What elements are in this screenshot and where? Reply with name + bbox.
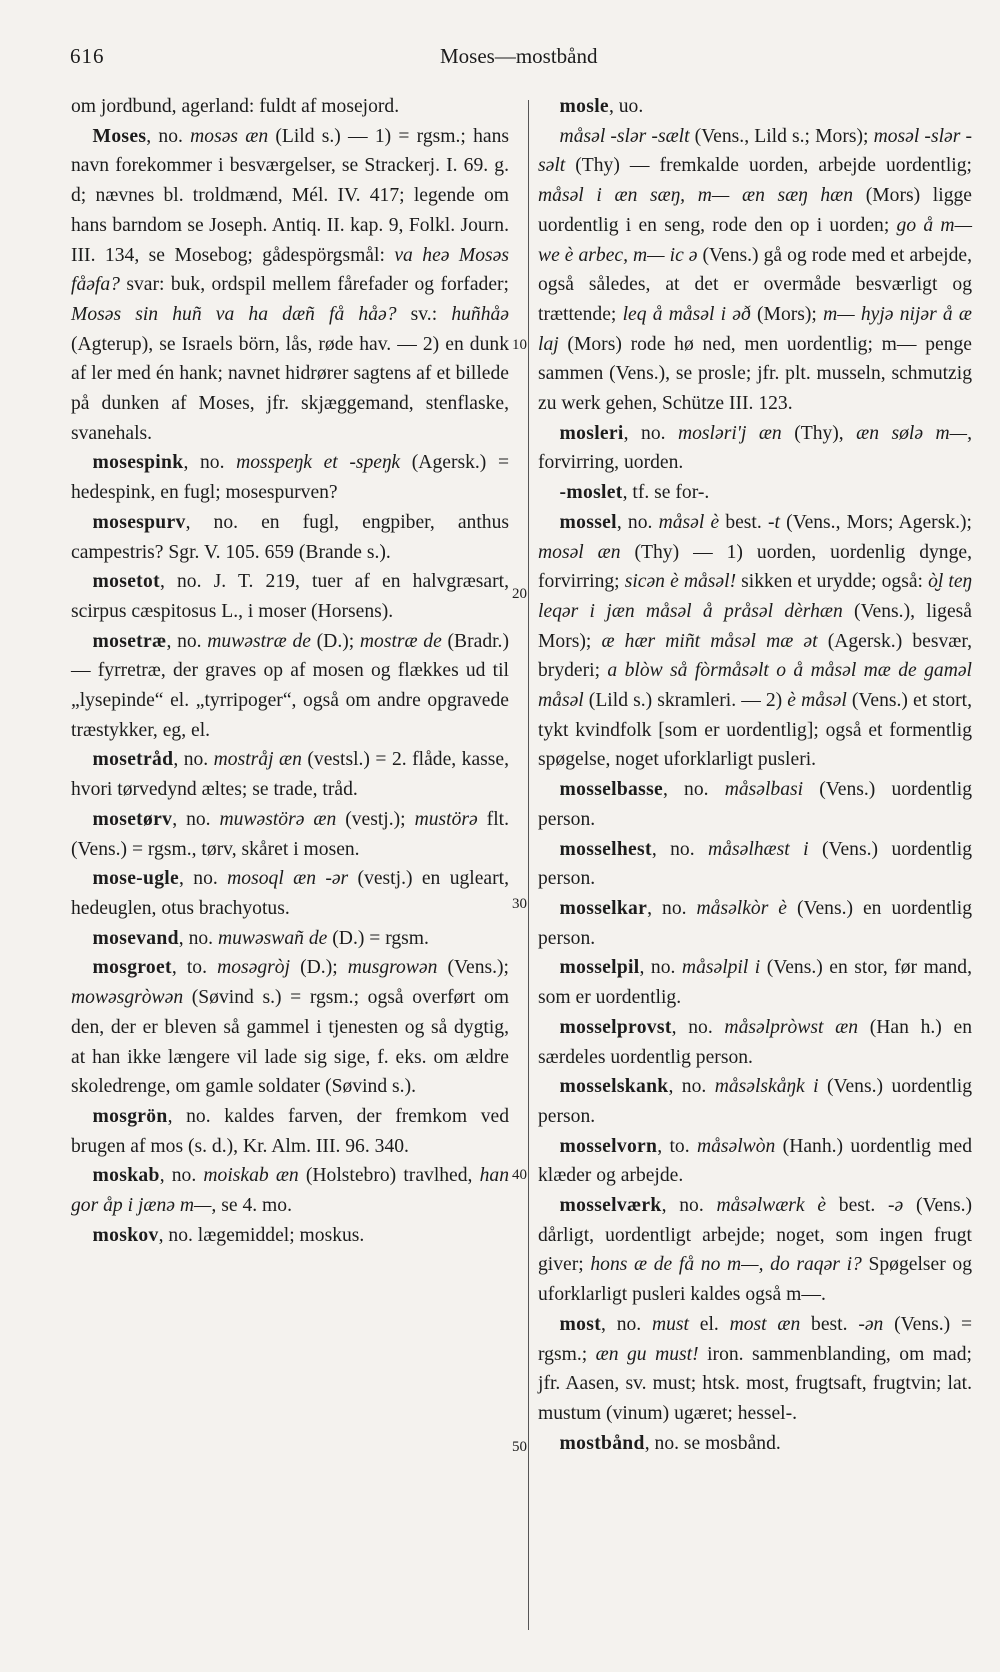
pronunciation: a blòw så fòrmåsəlt o å måsəl mæ de gaməl måsəl — [538, 660, 972, 712]
line-number: 30 — [512, 896, 527, 912]
pronunciation: Mosəs sin huñ va ha dæñ få håə? — [71, 303, 397, 325]
entry-text: (Thy) — fremkalde uorden, arbejde uordentlig; — [565, 155, 972, 177]
dictionary-entry — [538, 92, 972, 122]
dictionary-entry — [538, 1072, 972, 1131]
pronunciation: mosspeŋk et -speŋk — [236, 452, 401, 474]
pronunciation: mostræ de — [359, 630, 442, 652]
entry-text: (D.) = rgsm. — [327, 927, 429, 949]
entry-text: (Lild s.) — 1) = rgsm.; hans navn forekommer i besværgelser, se Strackerj. I. 69. g. d; nævnes bl. troldmænd, Mél. IV. 417; legende om hans barndom se Joseph. Antiq. II. kap. 9, Folkl. Journ. III. 134, se Mosebog; gådespörgsmål: — [71, 125, 509, 266]
entry-text: (Agersk.) besvær, bryderi; — [538, 630, 972, 682]
headword: mostbånd — [559, 1432, 645, 1454]
entry-text: (Vens.), ligeså Mors); — [538, 600, 972, 652]
headword: mosselvorn — [559, 1135, 658, 1157]
entry-text: (Han h.) en særdeles uordentlig person. — [538, 1016, 972, 1068]
dictionary-entry — [71, 1221, 509, 1251]
dictionary-entry — [71, 924, 509, 954]
headword: moskab — [92, 1165, 160, 1187]
headword: mossel — [559, 511, 617, 533]
pronunciation: mosəgròj — [217, 957, 291, 979]
entry-text: (Vens.) dårligt, uordentligt arbejde; noget, som ingen frugt giver; — [538, 1195, 972, 1276]
pronunciation: m— hyjə nijər å æ laj — [538, 303, 972, 355]
pronunciation: mosəs æn — [190, 125, 269, 147]
entry-text: , no. J. T. 219, tuer af en halvgræsart, scirpus cæspitosus L., i moser (Horsens). — [71, 571, 509, 622]
right-column — [538, 92, 972, 1458]
dictionary-entry — [538, 1191, 972, 1310]
entry-text: (Hanh.) uordentlig med klæder og arbejde. — [538, 1135, 973, 1187]
headword: mosespink — [92, 452, 184, 474]
pronunciation: moiskab æn — [203, 1165, 299, 1187]
pronunciation: muwəstörə æn — [219, 808, 337, 830]
entry-text: (Lild s.) skramleri. — 2) — [583, 690, 788, 712]
headword: most — [559, 1313, 602, 1335]
entry-text: om jordbund, agerland: fuldt af mosejord. — [71, 96, 400, 117]
entry-text: , no. — [601, 1313, 652, 1335]
entry-text: , to. — [171, 957, 218, 979]
entry-text: (vestsl.) = 2. flåde, kasse, hvori tørvedynd æltes; se trade, tråd. — [71, 749, 509, 801]
pronunciation: måsəl i æn sæŋ, m— æn sæŋ hæn — [538, 185, 854, 207]
entry-text: (D.); — [310, 630, 360, 652]
entry-text: , no. lægemiddel; moskus. — [158, 1224, 365, 1246]
headword: mosselkar — [559, 897, 648, 919]
pronunciation: måsəlwærk è — [716, 1195, 827, 1217]
dictionary-entry — [538, 419, 972, 478]
headword: mosselværk — [559, 1195, 662, 1217]
headword: mosgroet — [92, 957, 172, 979]
headword: moskov — [92, 1224, 159, 1246]
pronunciation: mosəl æn — [538, 541, 621, 563]
pronunciation: leq å måsəl i əð — [622, 303, 751, 325]
pronunciation: måsəl -slər -sælt — [559, 125, 690, 147]
dictionary-entry — [538, 775, 972, 834]
pronunciation: måsəlskåŋk i — [714, 1076, 819, 1098]
entry-text: Spøgelser og uforklarligt pusleri kaldes også m—. — [538, 1254, 972, 1306]
entry-text: , no. — [179, 868, 228, 890]
pronunciation: mostråj æn — [213, 749, 302, 771]
entry-text: (Mors); — [750, 303, 824, 325]
entry-text: , no. — [173, 749, 214, 771]
headword: mosleri — [559, 422, 624, 444]
dictionary-entry — [538, 1132, 972, 1191]
entry-text: sv.: — [396, 303, 452, 325]
entry-text: , no. — [166, 630, 208, 652]
entry-text: (Thy), — [781, 422, 857, 444]
pronunciation: go å m— we è arbec, m— ic ə — [538, 214, 972, 266]
headword: mosetræ — [92, 630, 167, 652]
entry-text: , no. se mosbånd. — [644, 1432, 781, 1454]
headword: mosetot — [92, 571, 160, 593]
entry-text: (vestj.) en ugleart, hedeuglen, otus brachyotus. — [71, 868, 509, 919]
pronunciation: sicən è måsəl! — [624, 571, 737, 593]
dictionary-entry — [71, 627, 509, 746]
entry-text: (Vens.) uordentlig person. — [538, 838, 972, 890]
pronunciation: mowəsgròwən — [71, 987, 184, 1009]
pronunciation: -ən — [858, 1313, 884, 1335]
dictionary-entry — [538, 1013, 972, 1072]
headword: Moses — [92, 125, 147, 147]
pronunciation: måsəlpil i — [681, 957, 761, 979]
column-divider — [528, 100, 529, 1630]
line-number: 20 — [512, 586, 527, 602]
headword: mosgrön — [92, 1105, 168, 1127]
entry-text: , no. — [663, 779, 725, 801]
headword: mosle — [559, 96, 609, 117]
headword: mosespurv — [92, 511, 186, 533]
pronunciation: æ hær miñt måsəl mæ ət — [601, 630, 818, 652]
headword: mosselskank — [559, 1076, 669, 1098]
headword: mosetråd — [92, 749, 174, 771]
pronunciation: måsəlhæst i — [708, 838, 809, 860]
dictionary-entry — [71, 745, 509, 804]
pronunciation: mosləri'j æn — [677, 422, 782, 444]
entry-text: (vestj.); — [336, 808, 415, 830]
line-number: 10 — [512, 337, 527, 353]
dictionary-entry — [538, 478, 972, 508]
headword: mosetørv — [92, 808, 173, 830]
headword: mosselprovst — [559, 1016, 672, 1038]
entry-text: (Vens., Mors; Agersk.); — [779, 511, 972, 533]
entry-text: , no. — [671, 1016, 725, 1038]
entry-text: , no. — [623, 422, 678, 444]
dictionary-entry — [538, 1429, 972, 1459]
pronunciation: han gor åp i jænə m—, — [71, 1165, 509, 1217]
entry-text: iron. sammenblanding, om mad; jfr. Aasen, sv. must; htsk. most, frugtsaft, frugtvin; lat. mustum (vinum) ugæret; hessel-. — [538, 1343, 972, 1424]
pronunciation: è måsəl — [787, 690, 847, 712]
entry-text: (Vens.) et stort, tykt kvindfolk [som er uordentlig]; også et formentlig spøgelse, noget uforklarligt pusleri. — [538, 690, 972, 771]
dictionary-entry — [71, 864, 509, 923]
pronunciation: most æn — [729, 1313, 801, 1335]
pronunciation: måsəlkòr è — [696, 897, 787, 919]
line-number: 40 — [512, 1167, 527, 1183]
entry-text: forvirring, uorden. — [538, 452, 684, 474]
entry-text: (Bradr.) — fyrretræ, der graves op af mosen og flækkes ud til „lysepinde“ el. „tyrripoger“, også om andre opgravede træstykker, eg, el. — [71, 630, 509, 741]
entry-text: , no. — [146, 125, 191, 147]
pronunciation: va heə Mosəs fåəfa? — [71, 244, 509, 296]
entry-text: (Vens.) gå og rode med et arbejde, også således, at det er overmåde besværligt og trættende; — [538, 244, 972, 325]
entry-text: (D.); — [290, 957, 348, 979]
page-header — [70, 44, 950, 74]
entry-text: , no. — [159, 1165, 204, 1187]
entry-text: , no. en fugl, engpiber, anthus campestris? Sgr. V. 105. 659 (Brande s.). — [71, 511, 509, 563]
entry-text: (Vens.) en uordentlig person. — [538, 897, 972, 949]
pronunciation: måsəlpròwst æn — [724, 1016, 859, 1038]
dictionary-entry — [71, 1161, 509, 1220]
pronunciation: mosəl -slər -səlt — [538, 125, 972, 177]
entry-text: , no. — [183, 452, 237, 474]
entry-text: (Vens.); — [437, 957, 509, 979]
dictionary-entry — [71, 805, 509, 864]
left-column — [71, 92, 509, 1250]
dictionary-entry — [71, 1102, 509, 1161]
entry-text: (Vens.) uordentlig person. — [538, 779, 972, 830]
pronunciation: -ə — [887, 1195, 904, 1217]
running-head: Moses—mostbånd — [440, 44, 598, 68]
entry-text: best. — [719, 511, 768, 533]
pronunciation: huñhåə — [451, 303, 509, 325]
pronunciation: mosoql æn -ər — [227, 868, 349, 890]
entry-text: , no. — [639, 957, 682, 979]
entry-text: , uo. — [608, 96, 644, 117]
pronunciation: mustörə — [414, 808, 478, 830]
pronunciation: hons æ de få no m—, do raqər i? — [590, 1254, 862, 1276]
entry-text: best. — [826, 1195, 888, 1217]
entry-text: (Vens., Lild s.; Mors); — [689, 125, 874, 147]
pronunciation: muwəstræ de — [207, 630, 311, 652]
dictionary-entry — [538, 835, 972, 894]
entry-text: , no. — [651, 838, 709, 860]
dictionary-entry — [538, 953, 972, 1012]
entry-text: , no. — [616, 511, 659, 533]
dictionary-entry — [71, 448, 509, 507]
entry-text: (Vens.) = rgsm.; — [538, 1313, 972, 1365]
dictionary-entry — [538, 508, 972, 775]
headword: mosselhest — [559, 838, 652, 860]
entry-text: , no. — [647, 897, 697, 919]
pronunciation: -t — [767, 511, 780, 533]
pronunciation: måsəlwòn — [696, 1135, 776, 1157]
line-number: 50 — [512, 1439, 527, 1455]
entry-text: , no. — [668, 1076, 715, 1098]
headword: -moslet — [559, 482, 623, 504]
dictionary-entry — [538, 894, 972, 953]
dictionary-entry — [71, 122, 509, 449]
entry-text: svar: buk, ordspil mellem fårefader og forfader; — [119, 274, 509, 296]
dictionary-entry — [71, 92, 509, 122]
entry-text: (Mors) rode hø ned, men uordentlig; m— penge sammen (Vens.), se prosle; jfr. plt. musseln, schmutzig zu werk gehen, Schütze III. 123. — [538, 333, 972, 415]
entry-text: , no. kaldes farven, der fremkom ved brugen af mos (s. d.), Kr. Alm. III. 96. 340. — [71, 1105, 509, 1157]
pronunciation: muwəswañ de — [217, 927, 328, 949]
entry-text: (Søvind s.) = rgsm.; også overført om den, der er bleven så gammel i tjenesten og så dygtig, at han ikke længere vil lade sig sige, f. eks. om ældre skoledrenge, om gamle soldater (Søvind s.). — [71, 987, 509, 1098]
pronunciation: æn sølə m—, — [856, 422, 972, 444]
entry-text: best. — [800, 1313, 859, 1335]
pronunciation: måsəlbasi — [724, 779, 804, 801]
entry-text: sikken et urydde; også: — [736, 571, 929, 593]
dictionary-entry — [538, 1310, 972, 1429]
entry-text: (Thy) — 1) uorden, uordenlig dynge, forvirring; — [538, 541, 972, 593]
entry-text: (Agersk.) = hedespink, en fugl; mosespurven? — [71, 452, 509, 504]
dictionary-entry — [71, 567, 509, 626]
entry-text: (Holstebro) travlhed, — [298, 1165, 480, 1187]
headword: mose-ugle — [92, 868, 180, 890]
headword: mosselpil — [559, 957, 640, 979]
pronunciation: musgrowən — [347, 957, 438, 979]
entry-text: el. — [689, 1313, 730, 1335]
headword: mosselbasse — [559, 779, 663, 801]
dictionary-entry — [538, 122, 972, 419]
pronunciation: måsəl è — [658, 511, 720, 533]
entry-text: , no. — [178, 927, 218, 949]
dictionary-entry — [71, 508, 509, 567]
entry-text: se 4. mo. — [216, 1195, 292, 1217]
entry-text: , no. — [172, 808, 220, 830]
entry-text: flt. (Vens.) = rgsm., tørv, skåret i mosen. — [71, 808, 509, 860]
entry-text: , tf. se for-. — [622, 482, 710, 504]
entry-text: , to. — [657, 1135, 697, 1157]
dictionary-entry — [71, 953, 509, 1102]
entry-text: (Vens.) uordentlig person. — [538, 1076, 972, 1127]
pronunciation: æn gu must! — [595, 1343, 699, 1365]
pronunciation: must — [651, 1313, 689, 1335]
entry-text: , no. — [661, 1195, 717, 1217]
pronunciation: ò̮l teŋ leqər i jæn måsəl å pråsəl dèrhæn — [538, 571, 972, 622]
headword: mosevand — [92, 927, 179, 949]
page-number: 616 — [70, 44, 105, 68]
entry-text: (Agterup), se Israels börn, lås, røde hav. — 2) en dunk af ler med én hank; navnet hidrører sagtens af et billede på dunken af Moses, jfr. skjæggemand, stenflaske, svanehals. — [71, 333, 509, 444]
entry-text: (Mors) ligge uordentlig i en seng, rode den op i uorden; — [538, 185, 972, 236]
entry-text: (Vens.) en stor, før mand, som er uordentlig. — [538, 957, 972, 1009]
